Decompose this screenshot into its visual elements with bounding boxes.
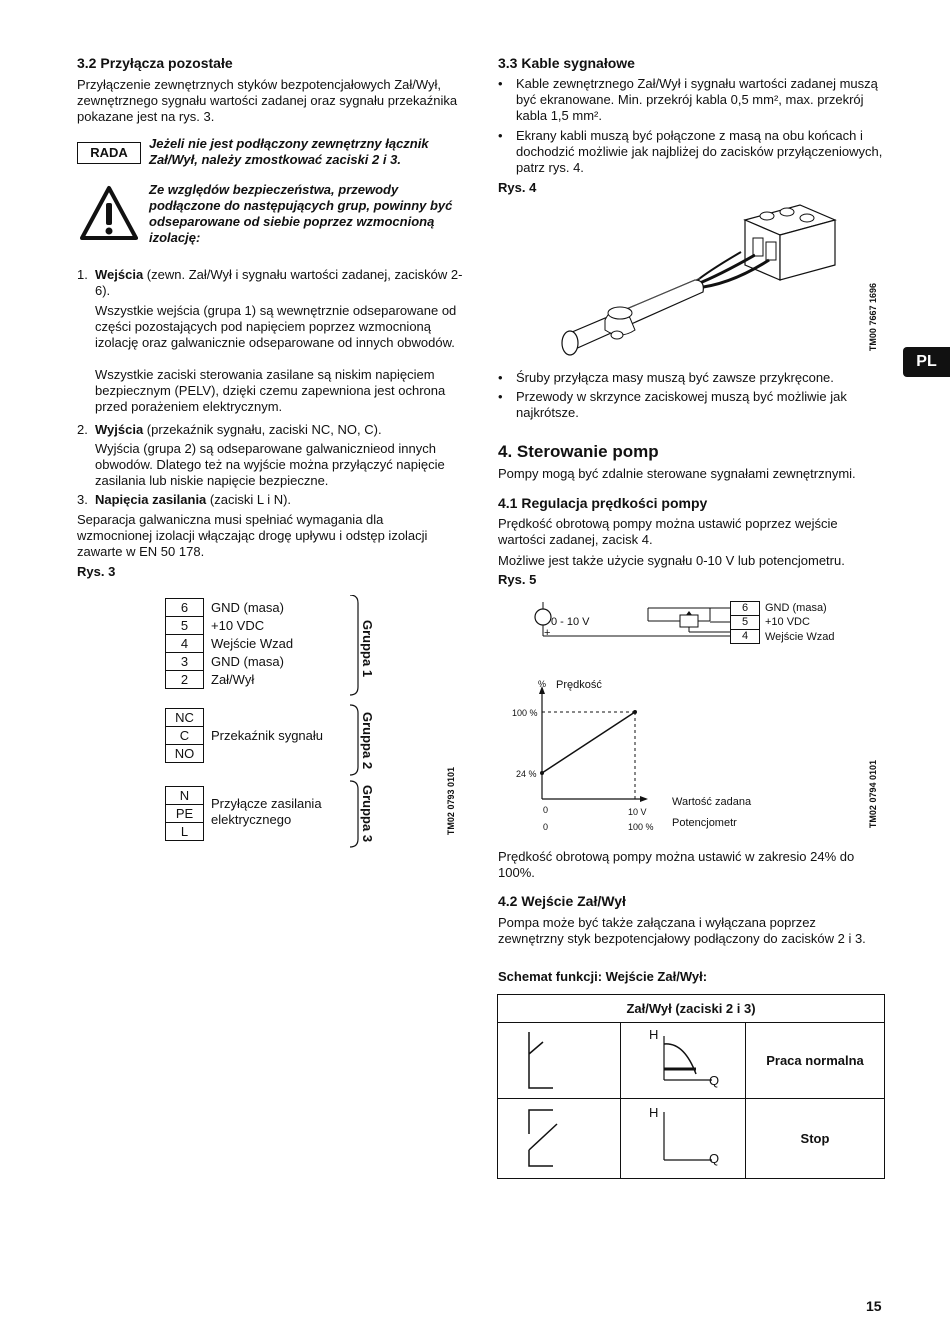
item-2-heading — [95, 422, 465, 438]
axis-h-label-stop: H — [649, 1105, 659, 1120]
pump-curve-stop-icon — [622, 1100, 744, 1174]
normal-operation-label: Praca normalna — [746, 1023, 885, 1099]
x-axis-label-potentiometer: Potencjometr — [672, 817, 737, 829]
figure-4-caption: Rys. 4 — [498, 180, 537, 195]
axis-q-label: Q — [709, 1073, 720, 1088]
fig5-terminal-4-label: Wejście Wzad — [765, 631, 835, 643]
item-1-bold: Wejścia — [95, 267, 144, 282]
x-axis-label-setpoint: Wartość zadana — [672, 796, 752, 808]
terminal-no: NO — [165, 744, 204, 763]
item-2-number: 2. — [77, 422, 88, 437]
terminal-3-label: GND (masa) — [211, 654, 284, 669]
fig5-terminal-5: 5 — [730, 615, 760, 630]
bullet-4-marker: • — [498, 389, 503, 404]
section-4-1-paragraph-2: Możliwe jest także użycie sygnału 0-10 V lub potencjometru. — [498, 553, 845, 568]
switch-closed-cell — [498, 1023, 621, 1099]
terminal-c: C — [165, 726, 204, 745]
fig5-terminal-5-label: +10 VDC — [765, 616, 810, 628]
section-4-text: Pompy mogą być zdalnie sterowane sygnałami zewnętrznymi. — [498, 466, 856, 481]
group-2-label: Gruppa 2 — [360, 712, 375, 770]
terminal-2: 2 — [165, 670, 204, 689]
speed-graph — [538, 686, 648, 811]
item-1-paragraph-2: Wszystkie zaciski sterowania zasilane są niskim napięciem bezpiecznym (PELV), dzięki czemu zapewniona jest ochrona przed porażeniem elektrycznym. — [95, 367, 446, 414]
bullet-2-text: Ekrany kabli muszą być połączone z masą na obu końcach i dochodzić możliwie jak najbliżej do zacisków przyłączeniowych, patrz rys. 4. — [516, 128, 883, 175]
axis-h-label: H — [649, 1027, 659, 1042]
y-axis-title: Prędkość — [556, 679, 602, 691]
item-2-paragraph: Wyjścia (grupa 2) są odseparowane galwanicznieod innych obwodów. Dlatego też na wyjście można przyłączyć napięcie zasilania lub niskie napięcie bezpieczne. — [95, 441, 445, 488]
section-4-2-title: 4.2 Wejście Zał/Wył — [498, 893, 626, 909]
separation-text: Separacja galwaniczna musi spełniać wymagania dla wzmocnionej izolacji włączając drogę upływu i odstęp izolacji zawarte w EN 50 178. — [77, 512, 428, 559]
speed-line — [542, 712, 635, 773]
bullet-2-marker: • — [498, 128, 503, 143]
x-tick-10v: 10 V — [628, 807, 647, 817]
section-3-3-title: 3.3 Kable sygnałowe — [498, 55, 635, 71]
section-4-title: 4. Sterowanie pomp — [498, 442, 659, 461]
bullet-3-marker: • — [498, 370, 503, 385]
terminal-l: L — [165, 822, 204, 841]
section-3-2-intro: Przyłączenie zewnętrznych styków bezpotencjałowych Zał/Wył, zewnętrznego sygnału wartości zadanej oraz sygnału przekaźnika pokazane jest na rys. 3. — [77, 77, 458, 124]
terminal-n: N — [165, 786, 204, 805]
terminal-5-label: +10 VDC — [211, 618, 265, 633]
terminal-5: 5 — [165, 616, 204, 635]
bullet-4-text: Przewody w skrzynce zaciskowej muszą być możliwie jak najkrótsze. — [516, 389, 847, 420]
item-3-rest: (zaciski L i N). — [206, 492, 292, 507]
figure-5-code: TM02 0794 0101 — [868, 760, 878, 829]
item-3-bold: Napięcia zasilania — [95, 492, 207, 507]
fig5-terminal-6-label: GND (masa) — [765, 602, 827, 614]
axis-q-label-stop: Q — [709, 1151, 720, 1166]
curve-running-cell — [621, 1023, 746, 1099]
item-2-rest: (przekaźnik sygnału, zaciski NC, NO, C). — [143, 422, 382, 437]
section-4-1-paragraph-1: Prędkość obrotową pompy można ustawić poprzez wejście wartości zadanej, zacisk 4. — [498, 516, 838, 547]
fig5-terminal-6: 6 — [730, 601, 760, 616]
pump-curve-running-icon — [622, 1024, 744, 1094]
cable-connection-illustration — [545, 200, 845, 365]
group-3-label: Gruppa 3 — [360, 785, 375, 843]
power-supply-label: Przyłącze zasilania elektrycznego — [211, 796, 322, 827]
language-tab-pl: PL — [903, 347, 950, 377]
y-tick-24: 24 % — [516, 769, 537, 779]
item-3-heading — [95, 492, 465, 508]
plus-sign: + — [544, 627, 551, 639]
switch-open-icon — [499, 1100, 619, 1174]
figure-3-caption: Rys. 3 — [77, 564, 116, 579]
voltage-source-label: 0 - 10 V — [551, 616, 590, 628]
bullet-1-text: Kable zewnętrznego Zał/Wył i sygnału wartości zadanej muszą być ekranowane. Min. przekrój kabla 0,5 mm², max. przekrój kabla 1,5 mm². — [516, 76, 878, 123]
function-table — [497, 994, 885, 1179]
y-tick-100: 100 % — [512, 708, 538, 718]
item-1-paragraph-1: Wszystkie wejścia (grupa 1) są wewnętrznie odseparowane od części pozostających pod napięciem poprzez wzmocnioną izolację oraz galwanicznie odseparowane od innych obwodów. — [95, 303, 457, 350]
warning-text: Ze względów bezpieczeństwa, przewody podłączone do następujących grup, powinny być odseparowane od siebie poprzez wzmocnioną izolację: — [149, 182, 453, 245]
x-tick-0-potentiometer: 0 — [543, 822, 549, 832]
item-1-number: 1. — [77, 267, 88, 282]
curve-stop-cell — [621, 1099, 746, 1179]
speed-range-text: Prędkość obrotową pompy można ustawić w zakresio 24% do 100%. — [498, 849, 855, 880]
relay-label: Przekaźnik sygnału — [211, 728, 323, 743]
page-number: 15 — [866, 1298, 882, 1314]
figure-4-code: TM00 7667 1696 — [868, 283, 878, 352]
bullet-3-text: Śruby przyłącza masy muszą być zawsze przykręcone. — [516, 370, 834, 385]
y-axis-unit: % — [538, 679, 547, 689]
bullet-1-marker: • — [498, 76, 503, 91]
terminal-6-label: GND (masa) — [211, 600, 284, 615]
fig5-terminal-4: 4 — [730, 629, 760, 644]
section-4-2-text: Pompa może być także załączana i wyłączana poprzez zewnętrzny styk bezpotencjałowy podłączony do zacisków 2 i 3. — [498, 915, 866, 946]
function-table-header: Zał/Wył (zaciski 2 i 3) — [498, 995, 885, 1023]
item-1-heading — [95, 267, 465, 299]
item-1-rest: (zewn. Zał/Wył i sygnału wartości zadanej, zacisków 2-6). — [95, 267, 463, 298]
terminal-nc: NC — [165, 708, 204, 727]
rada-label: RADA — [77, 142, 141, 164]
x-tick-0-voltage: 0 — [543, 805, 549, 815]
switch-closed-icon — [499, 1024, 619, 1094]
terminal-pe: PE — [165, 804, 204, 823]
terminal-3: 3 — [165, 652, 204, 671]
rada-text: Jeżeli nie jest podłączony zewnętrzny łącznik Zał/Wył, należy zmostkować zaciski 2 i 3. — [149, 136, 429, 167]
terminal-6: 6 — [165, 598, 204, 617]
x-tick-100: 100 % — [628, 822, 654, 832]
figure-3-code: TM02 0793 0101 — [446, 767, 456, 836]
terminal-4: 4 — [165, 634, 204, 653]
group-1-label: Gruppa 1 — [360, 620, 375, 678]
terminal-2-label: Zał/Wył — [211, 672, 255, 687]
stop-label: Stop — [746, 1099, 885, 1179]
section-4-1-title: 4.1 Regulacja prędkości pompy — [498, 495, 708, 511]
figure-5-caption: Rys. 5 — [498, 572, 537, 587]
switch-open-cell — [498, 1099, 621, 1179]
item-3-number: 3. — [77, 492, 88, 507]
group-brackets — [342, 595, 362, 855]
item-2-bold: Wyjścia — [95, 422, 144, 437]
section-3-2-title: 3.2 Przyłącza pozostałe — [77, 55, 233, 71]
schema-title: Schemat funkcji: Wejście Zał/Wył: — [498, 969, 708, 984]
figure-3-terminal-diagram — [160, 595, 460, 855]
warning-triangle-icon — [80, 185, 138, 241]
terminal-4-label: Wejście Wzad — [211, 636, 294, 651]
